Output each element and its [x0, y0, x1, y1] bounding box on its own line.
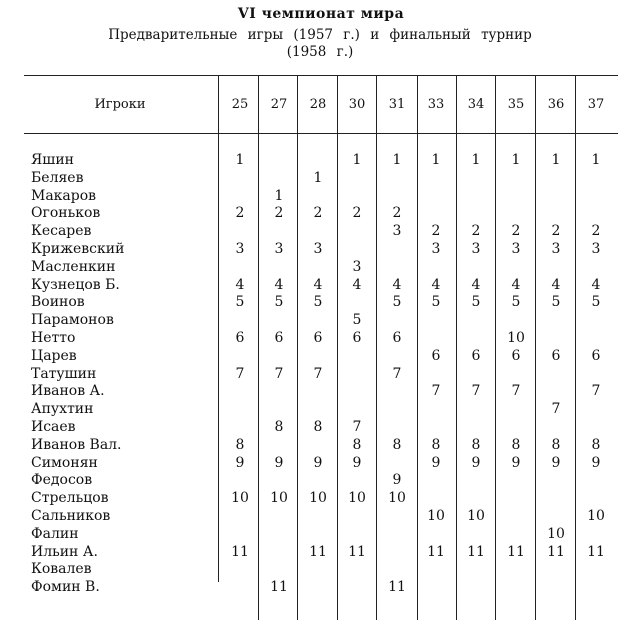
shirt-number-cell: 4: [431, 276, 441, 293]
column-separator: [258, 75, 259, 620]
shirt-number-cell: 11: [547, 543, 565, 560]
shirt-number-cell: 11: [270, 579, 288, 596]
shirt-number-cell: 4: [591, 276, 601, 293]
shirt-number-cell: 11: [587, 543, 605, 560]
shirt-number-cell: 5: [392, 294, 402, 311]
column-separator: [535, 75, 536, 620]
player-name: Стрельцов: [31, 490, 109, 507]
player-name: Масленкин: [31, 258, 116, 275]
shirt-number-cell: 5: [235, 294, 245, 311]
shirt-number-cell: 7: [392, 365, 402, 382]
player-name: Кесарев: [31, 223, 92, 240]
shirt-number-cell: 10: [231, 490, 249, 507]
shirt-number-cell: 7: [591, 383, 601, 400]
shirt-number-cell: 6: [352, 330, 362, 346]
player-name: Иванов А.: [31, 383, 105, 400]
shirt-number-cell: 7: [352, 419, 362, 435]
shirt-number-cell: 5: [274, 294, 284, 311]
shirt-number-cell: 6: [511, 347, 521, 364]
game-number-header: 35: [507, 97, 525, 112]
shirt-number-cell: 4: [551, 276, 561, 293]
shirt-number-cell: 9: [551, 454, 561, 471]
game-number-header: 27: [270, 97, 288, 112]
shirt-number-cell: 6: [431, 347, 441, 364]
shirt-number-cell: 6: [274, 330, 284, 346]
player-name: Яшин: [31, 152, 74, 168]
shirt-number-cell: 9: [591, 454, 601, 471]
shirt-number-cell: 7: [431, 383, 441, 400]
shirt-number-cell: 4: [392, 276, 402, 293]
shirt-number-cell: 10: [507, 330, 525, 346]
shirt-number-cell: 1: [392, 152, 402, 168]
table-header-rule: [24, 133, 618, 134]
shirt-number-cell: 2: [551, 223, 561, 240]
shirt-number-cell: 5: [591, 294, 601, 311]
shirt-number-cell: 4: [274, 276, 284, 293]
player-name: Крижевский: [31, 241, 125, 257]
shirt-number-cell: 9: [235, 454, 245, 471]
shirt-number-cell: 6: [551, 347, 561, 364]
shirt-number-cell: 6: [313, 330, 323, 346]
player-name: Нетто: [31, 330, 76, 346]
shirt-number-cell: 11: [507, 543, 525, 560]
player-name: Татушин: [31, 365, 97, 382]
shirt-number-cell: 3: [235, 241, 245, 257]
player-name: Фалин: [31, 525, 79, 542]
shirt-number-cell: 7: [313, 365, 323, 382]
shirt-number-cell: 3: [352, 258, 362, 275]
shirt-number-cell: 1: [471, 152, 481, 168]
column-separator: [456, 75, 457, 620]
player-name: Кузнецов Б.: [31, 276, 120, 293]
shirt-number-cell: 2: [313, 205, 323, 222]
shirt-number-cell: 10: [309, 490, 327, 507]
player-name: Макаров: [31, 187, 97, 204]
shirt-number-cell: 8: [352, 436, 362, 453]
shirt-number-cell: 2: [431, 223, 441, 240]
column-separator: [417, 75, 418, 620]
shirt-number-cell: 5: [471, 294, 481, 311]
shirt-number-cell: 2: [591, 223, 601, 240]
shirt-number-cell: 2: [274, 205, 284, 222]
shirt-number-cell: 1: [591, 152, 601, 168]
shirt-number-cell: 10: [427, 508, 445, 524]
shirt-number-cell: 7: [235, 365, 245, 382]
column-separator: [495, 75, 496, 620]
game-number-header: 28: [309, 97, 327, 112]
shirt-number-cell: 8: [235, 436, 245, 453]
game-number-header: 30: [348, 97, 366, 112]
shirt-number-cell: 8: [511, 436, 521, 453]
shirt-number-cell: 11: [231, 543, 249, 560]
shirt-number-cell: 7: [511, 383, 521, 400]
shirt-number-cell: 10: [270, 490, 288, 507]
shirt-number-cell: 11: [388, 579, 406, 596]
shirt-number-cell: 7: [551, 401, 561, 418]
column-separator: [218, 75, 219, 582]
shirt-number-cell: 7: [471, 383, 481, 400]
column-separator: [337, 75, 338, 620]
shirt-number-cell: 2: [235, 205, 245, 222]
shirt-number-cell: 3: [431, 241, 441, 257]
shirt-number-cell: 4: [511, 276, 521, 293]
shirt-number-cell: 1: [274, 187, 284, 204]
game-number-header: 31: [388, 97, 406, 112]
shirt-number-cell: 2: [511, 223, 521, 240]
shirt-number-cell: 3: [392, 223, 402, 240]
player-name: Царев: [31, 347, 77, 364]
shirt-number-cell: 1: [431, 152, 441, 168]
game-number-header: 36: [547, 97, 565, 112]
game-number-header: 34: [467, 97, 485, 112]
shirt-number-cell: 1: [313, 169, 323, 186]
shirt-number-cell: 2: [352, 205, 362, 222]
shirt-number-cell: 11: [348, 543, 366, 560]
shirt-number-cell: 9: [431, 454, 441, 471]
player-name: Исаев: [31, 419, 76, 435]
shirt-number-cell: 8: [591, 436, 601, 453]
shirt-number-cell: 6: [235, 330, 245, 346]
shirt-number-cell: 8: [313, 419, 323, 435]
shirt-number-cell: 9: [511, 454, 521, 471]
table-top-rule: [24, 75, 618, 76]
shirt-number-cell: 4: [352, 276, 362, 293]
shirt-number-cell: 8: [392, 436, 402, 453]
column-separator: [376, 75, 377, 620]
page-subtitle: Предварительные игры (1957 г.) и финальный турнир (1958 г.): [108, 27, 532, 60]
column-separator: [575, 75, 576, 620]
shirt-number-cell: 5: [431, 294, 441, 311]
shirt-number-cell: 3: [551, 241, 561, 257]
player-name: Огоньков: [31, 205, 101, 222]
shirt-number-cell: 4: [313, 276, 323, 293]
shirt-number-cell: 7: [274, 365, 284, 382]
shirt-number-cell: 5: [511, 294, 521, 311]
shirt-number-cell: 11: [427, 543, 445, 560]
shirt-number-cell: 10: [348, 490, 366, 507]
player-name: Фомин В.: [31, 579, 100, 596]
shirt-number-cell: 1: [235, 152, 245, 168]
shirt-number-cell: 6: [392, 330, 402, 346]
shirt-number-cell: 10: [388, 490, 406, 507]
player-name: Парамонов: [31, 312, 114, 329]
shirt-number-cell: 9: [352, 454, 362, 471]
shirt-number-cell: 10: [547, 525, 565, 542]
shirt-number-cell: 2: [392, 205, 402, 222]
shirt-number-cell: 5: [352, 312, 362, 329]
game-number-header: 33: [427, 97, 445, 112]
page-title: VI чемпионат мира: [237, 6, 405, 22]
shirt-number-cell: 4: [235, 276, 245, 293]
shirt-number-cell: 8: [274, 419, 284, 435]
shirt-number-cell: 6: [471, 347, 481, 364]
player-name: Ильин А.: [31, 543, 98, 560]
shirt-number-cell: 10: [587, 508, 605, 524]
player-name: Беляев: [31, 169, 84, 186]
shirt-number-cell: 9: [392, 472, 402, 489]
game-number-header: 25: [231, 97, 249, 112]
player-name: Симонян: [31, 454, 98, 471]
shirt-number-cell: 3: [511, 241, 521, 257]
shirt-number-cell: 11: [309, 543, 327, 560]
shirt-number-cell: 9: [471, 454, 481, 471]
player-name: Иванов Вал.: [31, 436, 122, 453]
shirt-number-cell: 8: [431, 436, 441, 453]
column-separator: [297, 75, 298, 620]
shirt-number-cell: 5: [551, 294, 561, 311]
shirt-number-cell: 8: [471, 436, 481, 453]
player-name: Воинов: [31, 294, 85, 311]
game-number-header: 37: [587, 97, 605, 112]
players-header: Игроки: [94, 97, 146, 112]
shirt-number-cell: 8: [551, 436, 561, 453]
shirt-number-cell: 6: [591, 347, 601, 364]
shirt-number-cell: 3: [591, 241, 601, 257]
shirt-number-cell: 3: [471, 241, 481, 257]
shirt-number-cell: 4: [471, 276, 481, 293]
shirt-number-cell: 3: [313, 241, 323, 257]
shirt-number-cell: 1: [511, 152, 521, 168]
shirt-number-cell: 9: [274, 454, 284, 471]
shirt-number-cell: 1: [352, 152, 362, 168]
player-name: Апухтин: [31, 401, 94, 418]
player-name: Сальников: [31, 508, 111, 524]
shirt-number-cell: 1: [551, 152, 561, 168]
shirt-number-cell: 2: [471, 223, 481, 240]
player-name: Федосов: [31, 472, 93, 489]
shirt-number-cell: 3: [274, 241, 284, 257]
shirt-number-cell: 9: [313, 454, 323, 471]
shirt-number-cell: 10: [467, 508, 485, 524]
shirt-number-cell: 5: [313, 294, 323, 311]
shirt-number-cell: 11: [467, 543, 485, 560]
player-name: Ковалев: [31, 561, 92, 578]
